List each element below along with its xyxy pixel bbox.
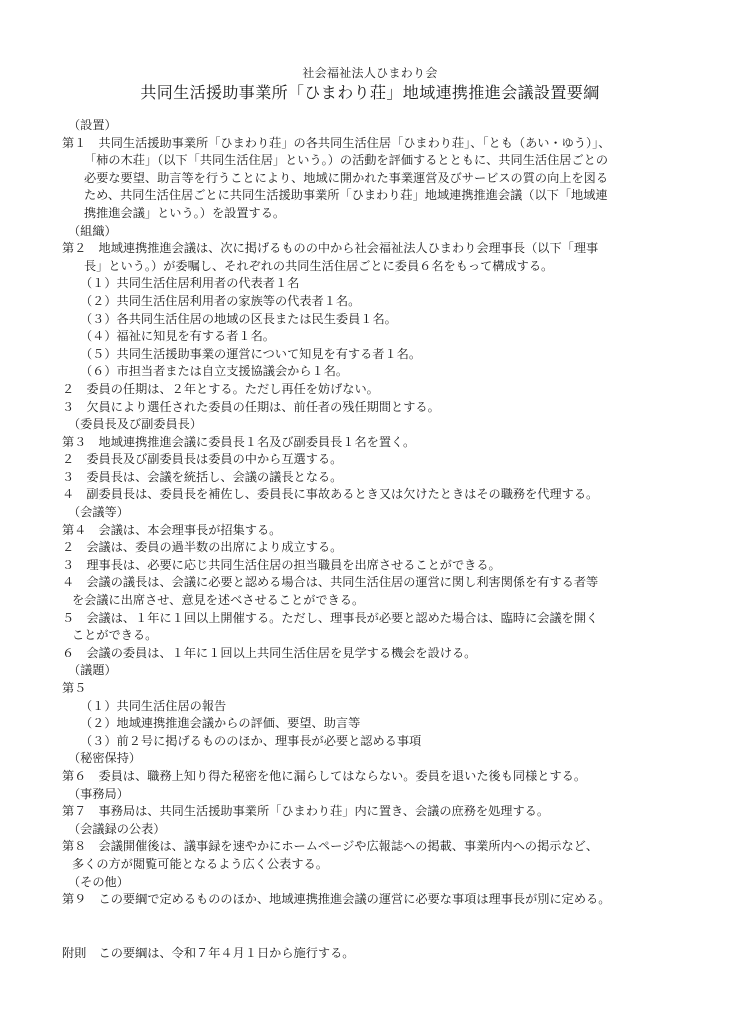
article-line: 多くの方が閲覧可能となるよう広く公表する。 <box>72 856 328 871</box>
list-item: （４）福祉に知見を有する者１名。 <box>80 329 275 344</box>
article-line: ことができる。 <box>72 628 158 643</box>
list-item: （３）前２号に掲げるもののほか、理事長が必要と認める事項 <box>80 733 422 748</box>
article-line: ２ 委員の任期は、２年とする。ただし再任を妨げない。 <box>62 381 379 396</box>
list-item: （１）共同生活住居の報告 <box>80 698 227 713</box>
article-line: 第５ <box>62 681 87 695</box>
article-line: 第６ 委員は、職務上知り得た秘密を他に漏らしてはならない。委員を退いた後も同様とする。 <box>62 768 587 783</box>
article-line: 必要な要望、助言等を行うことにより、地域に開かれた事業運営及びサービスの質の向上を図る <box>84 170 609 185</box>
heading: （組織） <box>68 223 117 238</box>
article-line: ため、共同生活住居ごとに共同生活援助事業所「ひまわり荘」地域連携推進会議（以下「地域連 <box>84 188 608 203</box>
organization-name: 社会福祉法人ひまわり会 <box>302 66 438 80</box>
list-item: （６）市担当者または自立支援協議会から１名。 <box>80 364 349 379</box>
article-line: ６ 会議の委員は、１年に１回以上共同生活住居を見学する機会を設ける。 <box>62 645 477 660</box>
list-item: （２）地域連携推進会議からの評価、要望、助言等 <box>80 716 361 731</box>
article-line: を会議に出席させ、意見を述べさせることができる。 <box>72 593 365 608</box>
document-body <box>62 117 702 962</box>
article-line: ３ 委員長は、会議を統括し、会議の議長となる。 <box>62 469 343 484</box>
article-line: ３ 欠員により選任された委員の任期は、前任者の残任期間とする。 <box>62 399 440 414</box>
article-line: 第９ この要綱で定めるもののほか、地域連携推進会議の運営に必要な事項は理事長が別に定める。 <box>62 892 611 907</box>
document-title: 共同生活援助事業所「ひまわり荘」地域連携推進会議設置要綱 <box>140 83 600 102</box>
heading: （事務局） <box>68 786 129 801</box>
article-line: 第４ 会議は、本会理事長が招集する。 <box>62 522 282 537</box>
supplementary-provision: 附則 この要綱は、令和７年４月１日から施行する。 <box>62 945 355 960</box>
list-item: （２）共同生活住居利用者の家族等の代表者１名。 <box>80 293 361 308</box>
article-line: 第２ 地域連携推進会議は、次に掲げるものの中から社会福祉法人ひまわり会理事長（以下「理事 <box>62 241 599 256</box>
article-line: ３ 理事長は、必要に応じ共同生活住居の担当職員を出席させることができる。 <box>62 557 501 572</box>
article-line: ４ 副委員長は、委員長を補佐し、委員長に事故あるとき又は欠けたときはその職務を代理する。 <box>62 487 599 502</box>
article-line: 第１ 共同生活援助事業所「ひまわり荘」の各共同生活住居「ひまわり荘」、「とも（あい・ゆう）」、 <box>62 135 611 150</box>
article-line: 「柿の木荘」（以下「共同生活住居」という。）の活動を評価するとともに、共同生活住居ごとの <box>84 153 609 168</box>
heading: （委員長及び副委員長） <box>68 417 203 432</box>
article-line: 携推進会議」という。）を設置する。 <box>84 205 286 220</box>
list-item: （１）共同生活住居利用者の代表者１名 <box>80 276 300 291</box>
heading: （会議録の公表） <box>68 821 166 836</box>
article-line: 長」という。）が委嘱し、それぞれの共同生活住居ごとに委員６名をもって構成する。 <box>84 258 554 273</box>
heading: （議題） <box>68 663 117 678</box>
heading: （設置） <box>68 118 117 132</box>
spacer <box>62 909 702 945</box>
list-item: （３）各共同生活住居の地域の区長または民生委員１名。 <box>80 311 397 326</box>
heading: （会議等） <box>68 505 129 520</box>
article-line: ２ 委員長及び副委員長は委員の中から互選する。 <box>62 452 343 467</box>
article-line: ５ 会議は、１年に１回以上開催する。ただし、理事長が必要と認めた場合は、臨時に会議を開く <box>62 610 599 625</box>
article-line: 第８ 会議開催後は、議事録を速やかにホームページや広報誌への掲載、事業所内への掲示など、 <box>62 839 599 854</box>
heading: （秘密保持） <box>68 751 142 766</box>
article-line: 第７ 事務局は、共同生活援助事業所「ひまわり荘」内に置き、会議の庶務を処理する。 <box>62 804 550 819</box>
article-line: ４ 会議の議長は、会議に必要と認める場合は、共同生活住居の運営に関し利害関係を有する者等 <box>62 575 599 590</box>
list-item: （５）共同生活援助事業の運営について知見を有する者１名。 <box>80 346 422 361</box>
heading: （その他） <box>68 874 129 889</box>
article-line: ２ 会議は、委員の過半数の出席により成立する。 <box>62 540 343 555</box>
article-line: 第３ 地域連携推進会議に委員長１名及び副委員長１名を置く。 <box>62 434 416 449</box>
